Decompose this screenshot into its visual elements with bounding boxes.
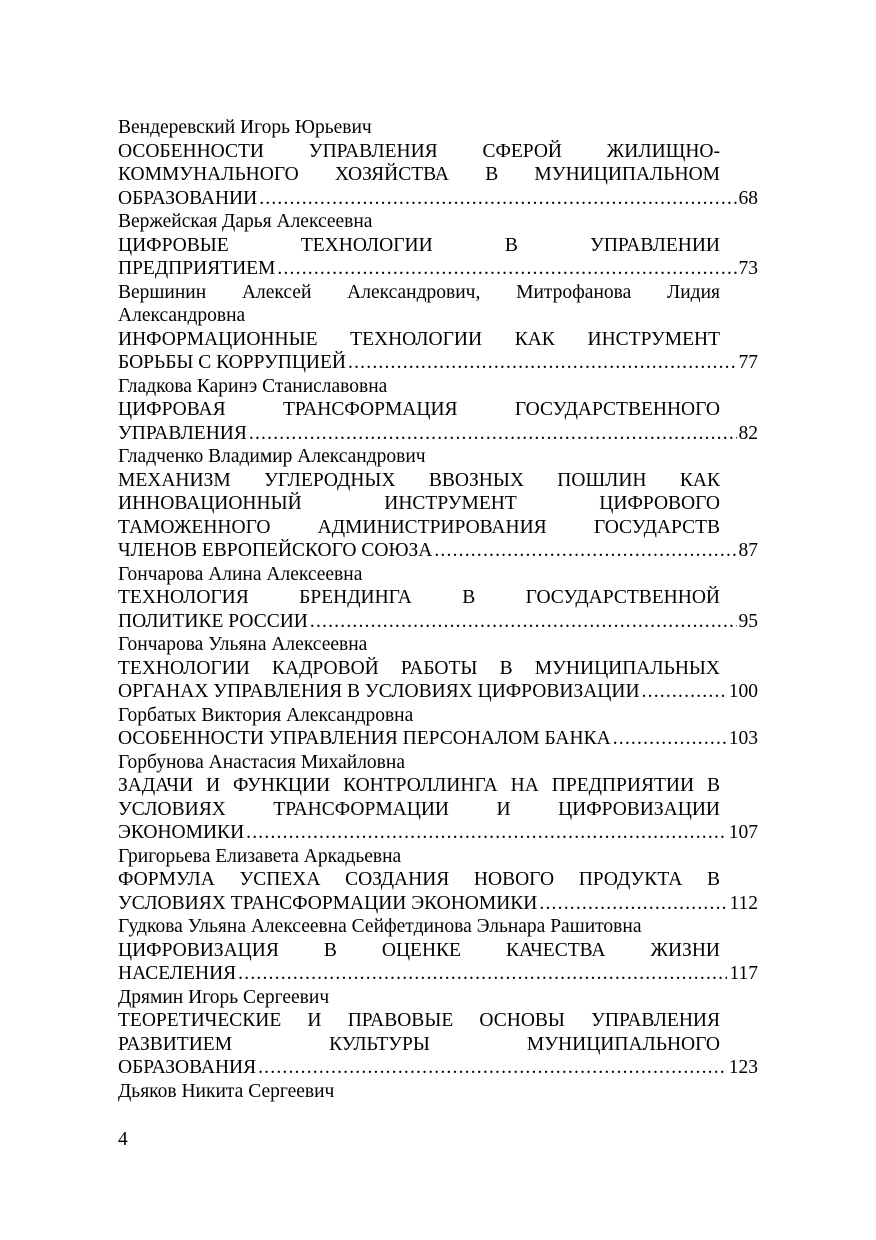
entry-title xyxy=(118,398,758,445)
title-line-final[interactable] xyxy=(118,727,758,751)
title-line-final[interactable] xyxy=(118,539,758,563)
entry-title xyxy=(118,939,758,986)
title-line: ТЕОРЕТИЧЕСКИЕ И ПРАВОВЫЕ ОСНОВЫ УПРАВЛЕНИЯ xyxy=(118,1010,720,1031)
dot-leader xyxy=(246,821,727,845)
toc-entry xyxy=(118,281,758,375)
toc-entry xyxy=(118,116,758,210)
title-line: МЕХАНИЗМ УГЛЕРОДНЫХ ВВОЗНЫХ ПОШЛИН КАК xyxy=(118,469,720,491)
entry-title xyxy=(118,328,758,375)
entry-author: Гончарова Ульяна Алексеевна xyxy=(118,634,368,655)
entry-author: Григорьева Елизавета Аркадьевна xyxy=(118,845,402,867)
title-line: ТЕХНОЛОГИИ КАДРОВОЙ РАБОТЫ В МУНИЦИПАЛЬНЫХ xyxy=(118,657,720,679)
toc-entry xyxy=(118,1080,758,1104)
entry-title xyxy=(118,140,758,211)
dot-leader xyxy=(249,422,737,446)
dot-leader xyxy=(348,351,736,375)
entry-author: Горбатых Виктория Александровна xyxy=(118,704,414,726)
page-reference: 82 xyxy=(738,422,758,444)
title-line: КОММУНАЛЬНОГО ХОЗЯЙСТВА В МУНИЦИПАЛЬНОМ xyxy=(118,164,720,185)
page-reference: 95 xyxy=(738,610,758,632)
entry-title xyxy=(118,234,758,281)
entry-title xyxy=(118,727,758,751)
title-line-final[interactable] xyxy=(118,422,758,446)
entry-author: Горбунова Анастасия Михайловна xyxy=(118,751,405,773)
page-number: 4 xyxy=(118,1129,128,1150)
page-reference: 77 xyxy=(738,352,758,373)
entry-author: Дьяков Никита Сергеевич xyxy=(118,1080,335,1102)
toc-entry xyxy=(118,915,758,986)
page-reference: 73 xyxy=(738,258,758,279)
entry-title xyxy=(118,774,758,845)
title-line: ЦИФРОВИЗАЦИЯ В ОЦЕНКЕ КАЧЕСТВА ЖИЗНИ xyxy=(118,939,720,961)
entry-title xyxy=(118,868,758,915)
title-line-text: БОРЬБЫ С КОРРУПЦИЕЙ xyxy=(118,352,347,373)
dot-leader xyxy=(310,610,737,634)
title-line-text: ЭКОНОМИКИ xyxy=(118,822,245,843)
toc-entry xyxy=(118,845,758,916)
title-line-text: УСЛОВИЯХ ТРАНСФОРМАЦИИ ЭКОНОМИКИ xyxy=(118,892,538,914)
entry-author: Гладкова Каринэ Станиславовна xyxy=(118,375,388,397)
dot-leader xyxy=(434,539,736,563)
title-line-text: ОРГАНАХ УПРАВЛЕНИЯ В УСЛОВИЯХ ЦИФРОВИЗАЦИИ xyxy=(118,681,640,702)
toc-entry xyxy=(118,375,758,446)
title-line-text: ПРЕДПРИЯТИЕМ xyxy=(118,258,276,279)
title-line: РАЗВИТИЕМ КУЛЬТУРЫ МУНИЦИПАЛЬНОГО xyxy=(118,1033,720,1055)
toc-entry xyxy=(118,751,758,845)
page-reference: 100 xyxy=(728,681,758,702)
entry-author: Дрямин Игорь Сергеевич xyxy=(118,986,330,1008)
dot-leader xyxy=(613,727,727,751)
title-line: ИННОВАЦИОННЫЙ ИНСТРУМЕНТ ЦИФРОВОГО xyxy=(118,493,720,514)
title-line-text: ОБРАЗОВАНИИ xyxy=(118,187,258,209)
title-line: ЦИФРОВЫЕ ТЕХНОЛОГИИ В УПРАВЛЕНИИ xyxy=(118,234,720,256)
toc-entry xyxy=(118,445,758,563)
entry-author: Гудкова Ульяна Алексеевна Сейфетдинова Эльнара Рашитовна xyxy=(118,916,642,937)
dot-leader xyxy=(258,1056,727,1080)
page-reference: 103 xyxy=(728,728,758,749)
toc-entry xyxy=(118,704,758,751)
entry-title xyxy=(118,657,758,704)
title-line-final[interactable] xyxy=(118,1056,758,1080)
title-line-text: ОСОБЕННОСТИ УПРАВЛЕНИЯ ПЕРСОНАЛОМ БАНКА xyxy=(118,728,611,749)
title-line-final[interactable] xyxy=(118,187,758,211)
title-line-text: ОБРАЗОВАНИЯ xyxy=(118,1057,257,1078)
title-line: ТАМОЖЕННОГО АДМИНИСТРИРОВАНИЯ ГОСУДАРСТВ xyxy=(118,516,720,538)
title-line-final[interactable] xyxy=(118,351,758,375)
title-line-text: УПРАВЛЕНИЯ xyxy=(118,422,247,444)
entry-title xyxy=(118,586,758,633)
title-line-final[interactable] xyxy=(118,821,758,845)
page-reference: 117 xyxy=(729,963,758,984)
toc-entry xyxy=(118,986,758,1080)
dot-leader xyxy=(238,962,727,986)
entry-author: Гладченко Владимир Александрович xyxy=(118,446,426,467)
entry-author: Вендеревский Игорь Юрьевич xyxy=(118,117,372,138)
page-reference: 112 xyxy=(729,892,758,914)
title-line-text: ЧЛЕНОВ ЕВРОПЕЙСКОГО СОЮЗА xyxy=(118,540,433,561)
page-reference: 68 xyxy=(738,187,758,209)
title-line: ЗАДАЧИ И ФУНКЦИИ КОНТРОЛЛИНГА НА ПРЕДПРИЯТИИ В xyxy=(118,775,720,796)
page-reference: 107 xyxy=(728,822,758,843)
title-line: ФОРМУЛА УСПЕХА СОЗДАНИЯ НОВОГО ПРОДУКТА В xyxy=(118,869,720,890)
title-line-final[interactable] xyxy=(118,680,758,704)
entry-author: Вершинин Алексей Александрович, Митрофанова Лидия xyxy=(118,281,720,303)
title-line-final[interactable] xyxy=(118,892,758,916)
dot-leader xyxy=(277,257,736,281)
entry-author: Вержейская Дарья Алексеевна xyxy=(118,211,373,232)
page-reference: 87 xyxy=(738,540,758,561)
dot-leader xyxy=(642,680,727,704)
title-line-final[interactable] xyxy=(118,962,758,986)
toc-entry xyxy=(118,563,758,634)
toc-entry xyxy=(118,210,758,281)
title-line: ИНФОРМАЦИОННЫЕ ТЕХНОЛОГИИ КАК ИНСТРУМЕНТ xyxy=(118,328,720,350)
entry-author: Гончарова Алина Алексеевна xyxy=(118,563,363,585)
entry-title xyxy=(118,469,758,563)
title-line-final[interactable] xyxy=(118,610,758,634)
title-line-text: НАСЕЛЕНИЯ xyxy=(118,963,237,984)
dot-leader xyxy=(539,892,727,916)
entry-author-continued: Александровна xyxy=(118,305,246,326)
entry-title xyxy=(118,1009,758,1080)
table-of-contents xyxy=(118,116,758,1103)
title-line: ТЕХНОЛОГИЯ БРЕНДИНГА В ГОСУДАРСТВЕННОЙ xyxy=(118,587,720,608)
title-line: ЦИФРОВАЯ ТРАНСФОРМАЦИЯ ГОСУДАРСТВЕННОГО xyxy=(118,399,720,420)
title-line: ОСОБЕННОСТИ УПРАВЛЕНИЯ СФЕРОЙ ЖИЛИЩНО- xyxy=(118,140,720,162)
page-reference: 123 xyxy=(728,1057,758,1078)
toc-entry xyxy=(118,633,758,704)
dot-leader xyxy=(259,187,736,211)
title-line-final[interactable] xyxy=(118,257,758,281)
title-line: УСЛОВИЯХ ТРАНСФОРМАЦИИ И ЦИФРОВИЗАЦИИ xyxy=(118,798,720,820)
title-line-text: ПОЛИТИКЕ РОССИИ xyxy=(118,610,308,632)
